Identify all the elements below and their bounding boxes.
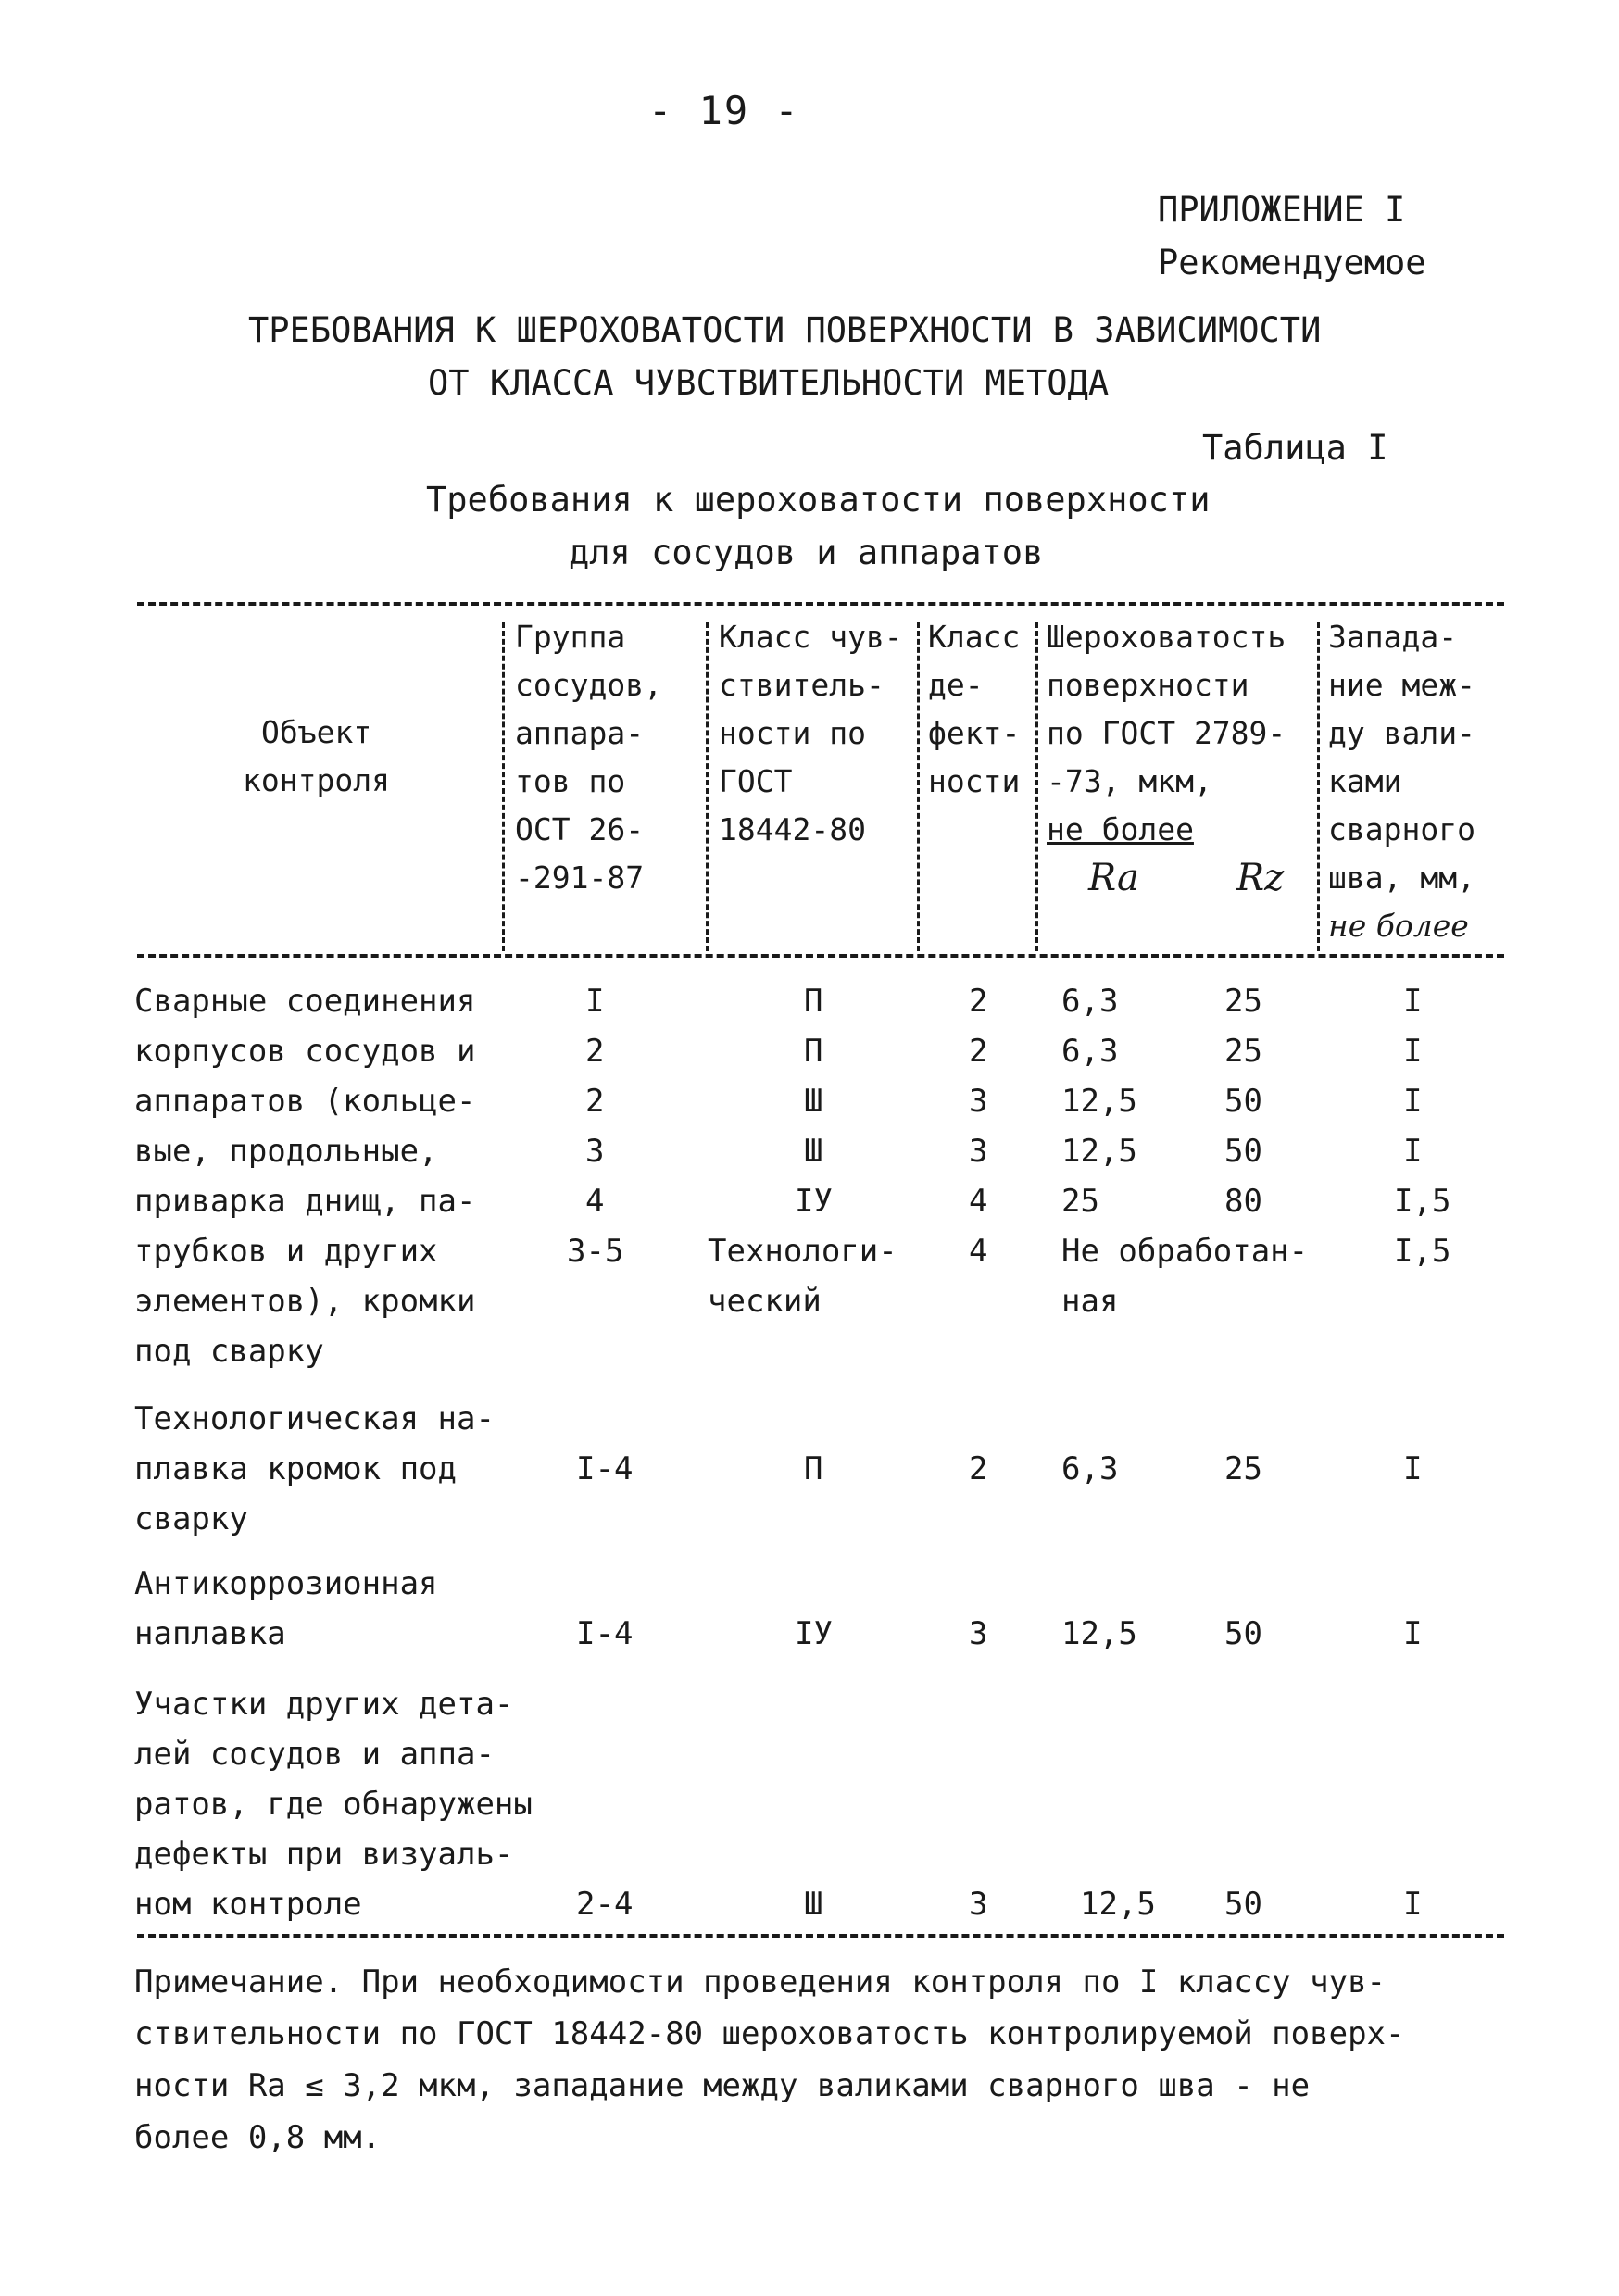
table-cell-defect: 3 — [969, 1886, 988, 1923]
table-cell-rz: 25 — [1224, 1033, 1262, 1070]
header-group: Группа сосудов, аппара- тов по ОСТ 26- -291-87 — [515, 619, 662, 896]
table-cell-rz: 25 — [1224, 1450, 1262, 1487]
appendix-label: ПРИЛОЖЕНИЕ I — [1158, 190, 1406, 230]
table-label: Таблица I — [1202, 428, 1388, 468]
header-ra: Ra — [1088, 857, 1139, 899]
table-cell-rz: 50 — [1224, 1083, 1262, 1120]
header-weld-gap: Запада- ние меж- ду вали- ками сварного шва, мм, не более — [1328, 619, 1475, 944]
table-cell-ra: 6,3 — [1061, 1033, 1119, 1070]
table-cell-gap: I — [1403, 983, 1423, 1020]
table-cell-sensitivity: П — [804, 1033, 823, 1070]
column-separator — [1035, 622, 1038, 951]
table-cell-group: 2 — [585, 1033, 605, 1070]
page-title-line-2: ОТ КЛАССА ЧУВСТВИТЕЛЬНОСТИ МЕТОДА — [428, 363, 1110, 403]
column-separator — [502, 622, 505, 951]
header-object: Объект контроля — [243, 714, 390, 798]
table-cell-group: 2-4 — [576, 1886, 634, 1923]
column-separator — [1317, 622, 1320, 951]
table-cell-sensitivity: Технологи- ческий — [708, 1233, 897, 1320]
table-cell-group: 4 — [585, 1183, 605, 1220]
table-cell-rz: 50 — [1224, 1886, 1262, 1923]
table-caption-line-1: Требования к шероховатости поверхности — [426, 480, 1211, 520]
row-object-welded-joints: Сварные соединения корпусов сосудов и аппаратов (кольце- вые, продольные, приварка днищ, па- трубков и других элементов), кромки под сварку — [134, 983, 476, 1370]
table-cell-sensitivity: П — [804, 983, 823, 1020]
table-cell-defect: 4 — [969, 1233, 988, 1270]
table-cell-gap: I — [1403, 1033, 1423, 1070]
table-note: Примечание. При необходимости проведения контроля по I классу чув- ствительности по ГОСТ 18442-80 шероховатость контролируемой поверх- ности Ra ≤ 3,2 мкм, западание между валиками сварного шва - не более 0,8 мм. — [134, 1964, 1405, 2156]
table-cell-sensitivity: Ш — [804, 1133, 823, 1170]
table-cell-ra: 25 — [1061, 1183, 1099, 1220]
table-cell-sensitivity: IУ — [795, 1615, 833, 1652]
table-cell-defect: 4 — [969, 1183, 988, 1220]
row-object-anticorrosion: Антикоррозионная наплавка — [134, 1565, 438, 1652]
header-sensitivity-class: Класс чув- ствитель- ности по ГОСТ 18442-80 — [719, 619, 903, 847]
table-cell-defect: 2 — [969, 1033, 988, 1070]
page-title-line-1: ТРЕБОВАНИЯ К ШЕРОХОВАТОСТИ ПОВЕРХНОСТИ В ЗАВИСИМОСТИ — [248, 310, 1322, 350]
table-cell-ra: 12,5 — [1061, 1083, 1137, 1120]
table-cell-defect: 3 — [969, 1615, 988, 1652]
table-cell-gap: I — [1403, 1886, 1423, 1923]
row-object-tech-surfacing: Технологическая на- плавка кромок под сварку — [134, 1400, 495, 1537]
table-cell-ra: 6,3 — [1061, 983, 1119, 1020]
table-cell-defect: 2 — [969, 983, 988, 1020]
table-cell-group: 3 — [585, 1133, 605, 1170]
table-cell-gap: I — [1403, 1615, 1423, 1652]
table-cell-defect: 3 — [969, 1133, 988, 1170]
table-cell-group: 3-5 — [567, 1233, 624, 1270]
table-cell-group: I — [585, 983, 605, 1020]
page-number: - 19 - — [648, 88, 800, 133]
row-object-other-parts: Участки других дета- лей сосудов и аппа- ратов, где обнаружены дефекты при визуаль- ном контроле — [134, 1686, 533, 1923]
table-cell-roughness: Не обработан- ная — [1061, 1233, 1309, 1320]
table-cell-rz: 50 — [1224, 1615, 1262, 1652]
table-bottom-rule — [137, 1934, 1504, 1938]
table-cell-sensitivity: Ш — [804, 1083, 823, 1120]
header-rz: Rz — [1236, 857, 1285, 899]
table-top-rule — [137, 602, 1504, 606]
table-cell-ra: 12,5 — [1061, 1615, 1137, 1652]
table-cell-gap: I,5 — [1394, 1233, 1451, 1270]
table-cell-rz: 25 — [1224, 983, 1262, 1020]
table-caption-line-2: для сосудов и аппаратов — [569, 533, 1044, 572]
status-label: Рекомендуемое — [1158, 243, 1426, 282]
column-separator — [706, 622, 709, 951]
table-cell-rz: 50 — [1224, 1133, 1262, 1170]
table-header-rule — [137, 954, 1504, 958]
table-cell-gap: I — [1403, 1083, 1423, 1120]
table-cell-defect: 2 — [969, 1450, 988, 1487]
table-cell-rz: 80 — [1224, 1183, 1262, 1220]
table-cell-gap: I — [1403, 1133, 1423, 1170]
table-cell-group: 2 — [585, 1083, 605, 1120]
table-cell-ra: 12,5 — [1080, 1886, 1156, 1923]
table-cell-sensitivity: П — [804, 1450, 823, 1487]
table-cell-gap: I,5 — [1394, 1183, 1451, 1220]
table-cell-group: I-4 — [576, 1615, 634, 1652]
table-cell-sensitivity: Ш — [804, 1886, 823, 1923]
table-cell-ra: 12,5 — [1061, 1133, 1137, 1170]
table-cell-gap: I — [1403, 1450, 1423, 1487]
header-roughness: Шероховатость поверхности по ГОСТ 2789- -73, мкм, не более — [1047, 619, 1286, 847]
table-cell-defect: 3 — [969, 1083, 988, 1120]
header-defect-class: Класс де- фект- ности — [928, 619, 1021, 799]
table-cell-group: I-4 — [576, 1450, 634, 1487]
table-cell-sensitivity: IУ — [795, 1183, 833, 1220]
table-cell-ra: 6,3 — [1061, 1450, 1119, 1487]
column-separator — [917, 622, 920, 951]
